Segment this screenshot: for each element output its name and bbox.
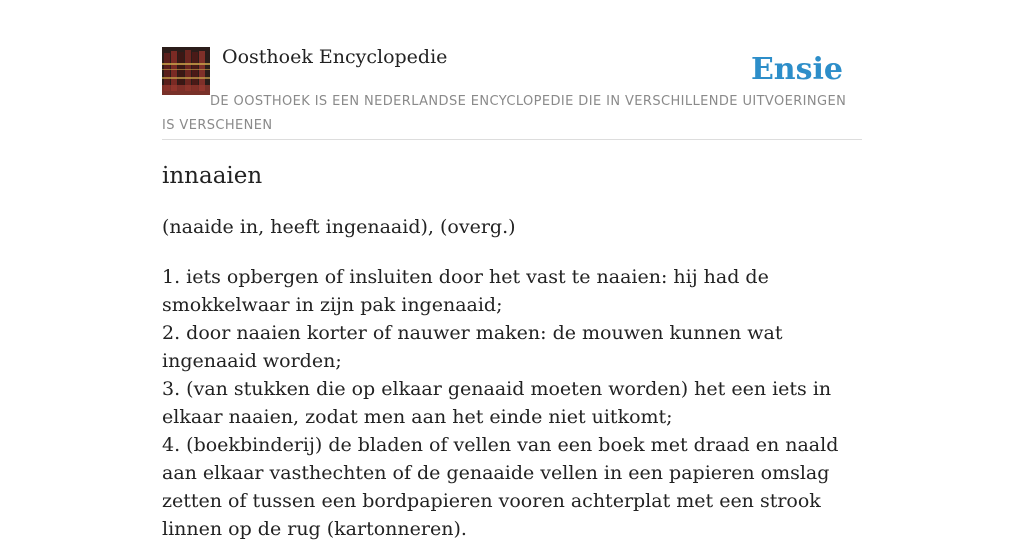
header-divider [162, 139, 862, 140]
definition-item: 2. door naaien korter of nauwer maken: de mouwen kunnen wat ingenaaid worden; [162, 322, 783, 372]
source-description: DE OOSTHOEK IS EEN NEDERLANDSE ENCYCLOPEDIE DIE IN VERSCHILLENDE UITVOERINGEN IS VERSCHENEN [162, 94, 847, 133]
definition-item: 1. iets opbergen of insluiten door het vast te naaien: hij had de smokkelwaar in zijn pak ingenaaid; [162, 266, 769, 316]
definition-item: 4. (boekbinderij) de bladen of vellen van een boek met draad en naald aan elkaar vasthechten of de genaaide vellen in een papieren omslag zetten of tussen een bordpapieren vooren achterplat met een strook linnen op de rug (kartonneren). [162, 434, 839, 540]
entry-grammar: (naaide in, heeft ingenaaid), (overg.) [162, 216, 516, 238]
entry-term: innaaien [162, 163, 263, 189]
definition-item: 3. (van stukken die op elkaar genaaid moeten worden) het een iets in elkaar naaien, zodat men aan het einde niet uitkomt; [162, 378, 832, 428]
page-content [162, 0, 862, 540]
source-avatar[interactable] [162, 47, 210, 95]
brand-logo[interactable]: Ensie [750, 52, 843, 87]
source-title[interactable]: Oosthoek Encyclopedie [222, 46, 448, 68]
definition-list [162, 263, 862, 543]
book-spines-icon [162, 47, 210, 95]
